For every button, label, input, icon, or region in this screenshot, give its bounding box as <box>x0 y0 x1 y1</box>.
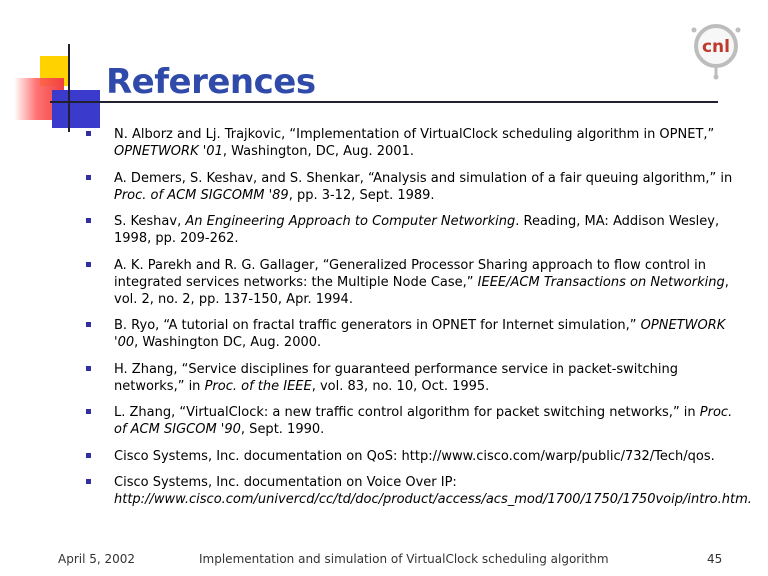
reference-item <box>86 257 734 308</box>
bullet-icon <box>86 409 91 414</box>
reference-text: Cisco Systems, Inc. documentation on Voice Over IP: <box>114 475 457 490</box>
reference-italic: Proc. of ACM SIGCOM '90 <box>114 405 733 437</box>
reference-text: B. Ryo, “A tutorial on fractal traffic generators in OPNET for Internet simulation,” <box>114 318 641 333</box>
reference-italic: http://www.cisco.com/univercd/cc/td/doc/product/access/acs_mod/1700/1750/1750voip/intro.htm. <box>114 492 752 507</box>
reference-item <box>86 404 734 438</box>
bullet-icon <box>86 366 91 371</box>
reference-text: L. Zhang, “VirtualClock: a new traffic control algorithm for packet switching networks,” in <box>114 405 700 420</box>
reference-item <box>86 317 734 351</box>
reference-item <box>86 126 734 160</box>
bullet-icon <box>86 262 91 267</box>
reference-text: A. K. Parekh and R. G. Gallager, “Generalized Processor Sharing approach to flow control in integrated services networks: the Multiple Node Case,” <box>114 257 706 290</box>
reference-item <box>86 474 752 508</box>
footer-title: Implementation and simulation of VirtualClock scheduling algorithm <box>199 552 609 566</box>
reference-item <box>86 213 734 247</box>
cnl-logo <box>686 18 746 80</box>
reference-italic: Proc. of the IEEE <box>204 378 312 394</box>
reference-text: N. Alborz and Lj. Trajkovic, “Implementation of VirtualClock scheduling algorithm in OPNET,” <box>114 127 715 142</box>
bullet-icon <box>86 175 91 180</box>
reference-tail: , pp. 3-12, Sept. 1989. <box>288 187 435 203</box>
reference-tail: , vol. 83, no. 10, Oct. 1995. <box>311 378 490 394</box>
reference-item <box>86 448 734 465</box>
reference-item <box>86 361 734 395</box>
reference-item <box>86 170 734 204</box>
bullet-icon <box>86 453 91 458</box>
bullet-icon <box>86 322 91 327</box>
logo-text: cnl <box>701 37 731 57</box>
decor-blue-square <box>52 90 100 128</box>
reference-list <box>86 126 752 518</box>
reference-italic: Proc. of ACM SIGCOMM '89 <box>114 187 289 203</box>
decor-vertical-line <box>68 44 70 132</box>
reference-italic: IEEE/ACM Transactions on Networking <box>477 274 725 290</box>
footer-date: April 5, 2002 <box>58 552 136 566</box>
reference-text: S. Keshav, <box>114 214 186 229</box>
reference-italic: OPNETWORK '01 <box>114 144 223 159</box>
reference-italic: An Engineering Approach to Computer Networking <box>185 214 516 229</box>
page-number: 45 <box>707 552 723 566</box>
slide-title: References <box>106 62 316 102</box>
reference-text: A. Demers, S. Keshav, and S. Shenkar, “Analysis and simulation of a fair queuing algorithm,” in <box>114 170 733 186</box>
reference-tail: , Washington DC, Aug. 2000. <box>134 335 322 350</box>
bullet-icon <box>86 479 91 484</box>
bullet-icon <box>86 131 91 136</box>
reference-tail: , Sept. 1990. <box>240 422 325 437</box>
bullet-icon <box>86 218 91 223</box>
reference-tail: . Reading, MA: Addison Wesley, 1998, pp. 209-262. <box>114 214 720 246</box>
reference-text: Cisco Systems, Inc. documentation on QoS: http://www.cisco.com/warp/public/732/Tech/qos. <box>114 448 715 464</box>
reference-italic: OPNETWORK '00 <box>114 318 726 350</box>
reference-text: H. Zhang, “Service disciplines for guaranteed performance service in packet-switching networks,” in <box>114 361 678 394</box>
reference-tail: , vol. 2, no. 2, pp. 137-150, Apr. 1994. <box>114 274 729 307</box>
reference-tail: , Washington, DC, Aug. 2001. <box>222 144 414 159</box>
